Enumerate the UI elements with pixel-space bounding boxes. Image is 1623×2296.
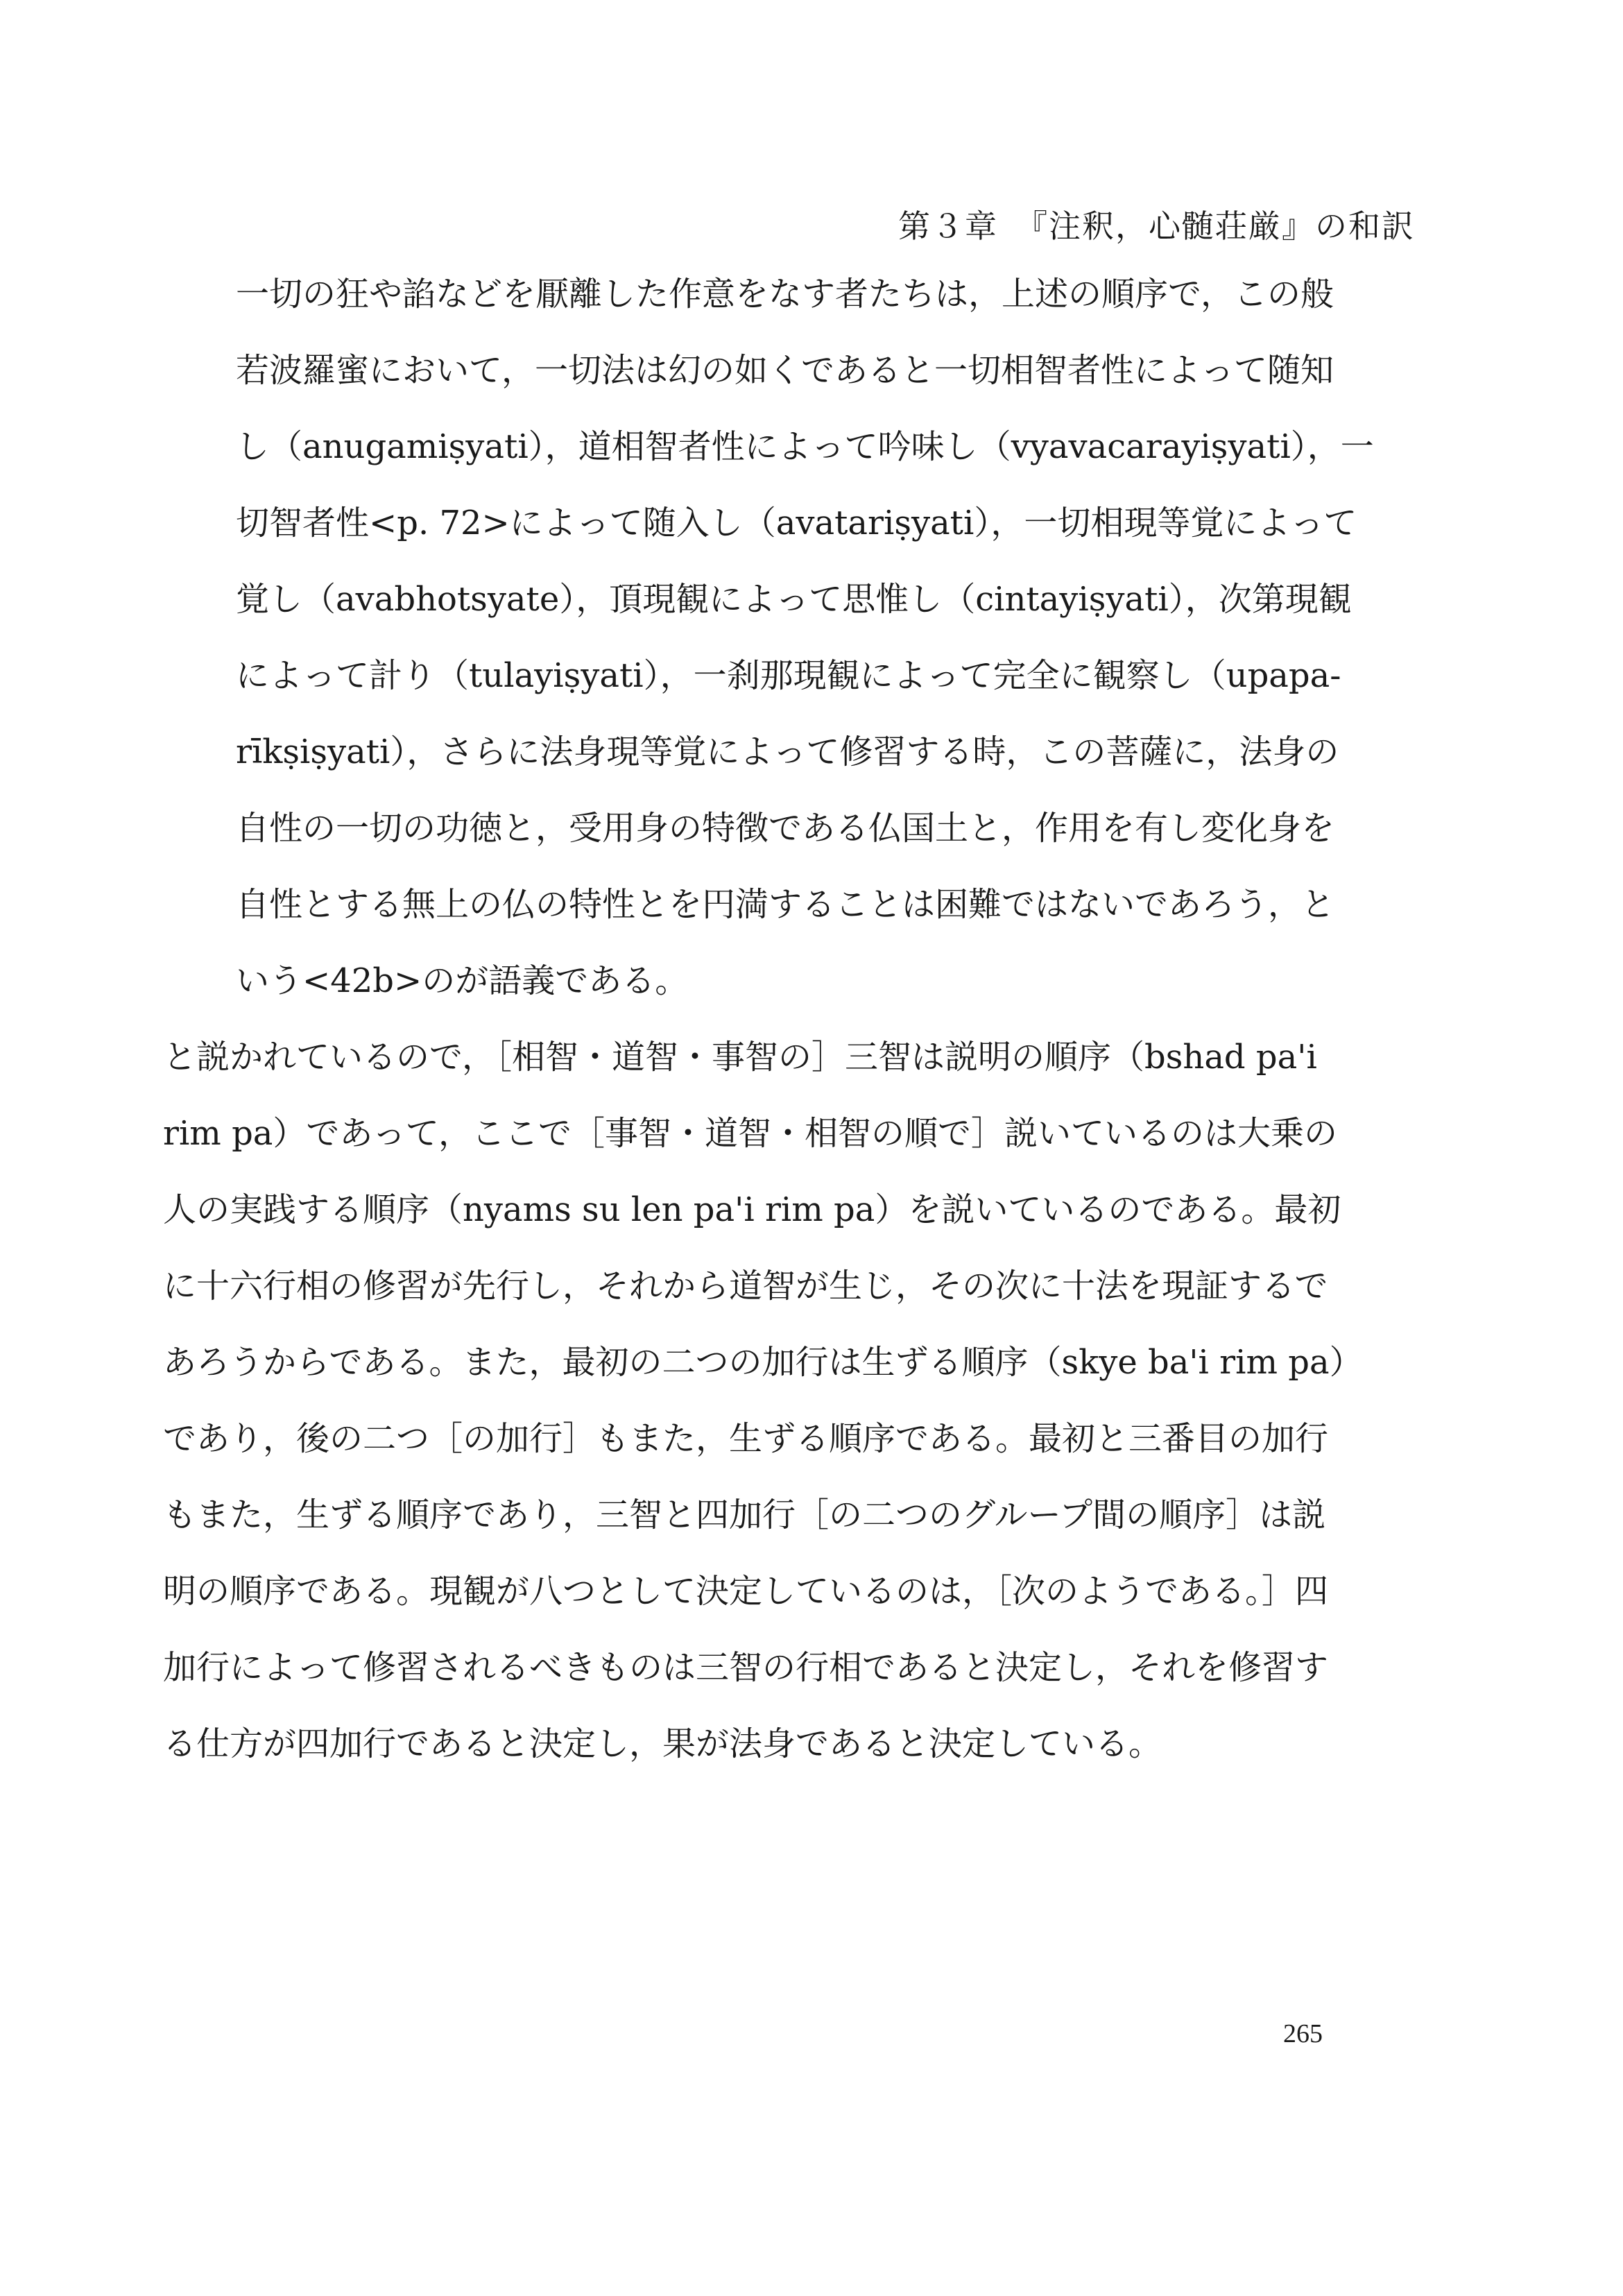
running-header: 第３章 『注釈，心髄荘厳』の和訳 (898, 207, 1415, 245)
quote-line: 自性とする無上の仏の特性とを円満することは困難ではないであろう，と (236, 885, 1335, 924)
quote-line: いう<42b>のが語義である。 (236, 961, 689, 1000)
body-line: と説かれているので，［相智・道智・事智の］三智は説明の順序（bshad pa'i (163, 1038, 1317, 1077)
quote-line: 若波羅蜜において，一切法は幻の如くであると一切相智者性によって随知 (236, 351, 1334, 390)
body-line: であり，後の二つ［の加行］もまた，生ずる順序である。最初と三番目の加行 (163, 1419, 1329, 1458)
quote-line: 一切の狂や諂などを厭離した作意をなす者たちは，上述の順序で，この般 (236, 275, 1334, 314)
body-line: 明の順序である。現観が八つとして決定しているのは，［次のようである。］四 (163, 1572, 1329, 1611)
quote-line: し（anugamiṣyati），道相智者性によって吟味し（vyavacarayiṣyati），一 (236, 427, 1374, 466)
body-line: rim pa）であって，ここで［事智・道智・相智の順で］説いているのは大乗の (163, 1114, 1337, 1153)
quote-line: 覚し（avabhotsyate），頂現観によって思惟し（cintayiṣyati），次第現観 (236, 580, 1352, 619)
body-line: 人の実践する順序（nyams su len pa'i rim pa）を説いているのである。最初 (163, 1190, 1341, 1229)
quote-line: によって計り（tulayiṣyati），一刹那現観によって完全に観察し（upapa- (236, 656, 1341, 695)
body-line: に十六行相の修習が先行し，それから道智が生じ，その次に十法を現証するで (163, 1267, 1328, 1305)
quote-line: 自性の一切の功徳と，受用身の特徴である仏国土と，作用を有し変化身を (236, 809, 1335, 848)
body-line: る仕方が四加行であると決定し，果が法身であると決定している。 (163, 1724, 1162, 1763)
body-line: あろうからである。また，最初の二つの加行は生ずる順序（skye ba'i rim pa） (163, 1343, 1363, 1382)
body-line: 加行によって修習されるべきものは三智の行相であると決定し，それを修習す (163, 1648, 1329, 1687)
quote-line: 切智者性<p. 72>によって随入し（avatariṣyati），一切相現等覚によって (236, 504, 1357, 542)
page-number: 265 (1283, 2019, 1323, 2048)
body-line: もまた，生ずる順序であり，三智と四加行［の二つのグループ間の順序］は説 (163, 1496, 1326, 1534)
quote-line: rīkṣiṣyati），さらに法身現等覚によって修習する時，この菩薩に，法身の (236, 733, 1339, 771)
